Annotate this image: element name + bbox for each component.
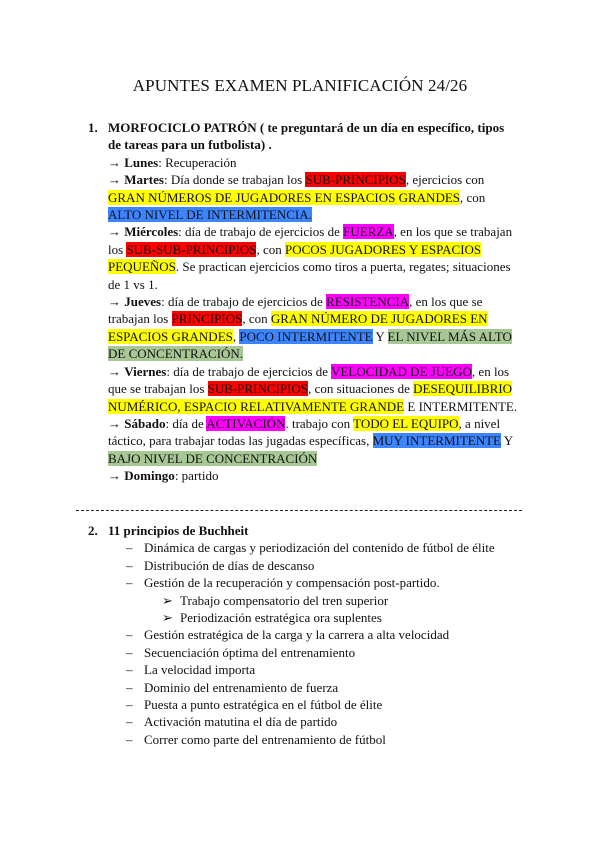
arrow-bullet-icon: ➢ (162, 592, 173, 608)
day-miercoles (108, 223, 520, 293)
arrow-icon: → (108, 172, 121, 188)
list-item (108, 731, 520, 748)
highlight-red: SUB-SUB-PRINCIPIOS (126, 241, 257, 257)
list-item (108, 661, 520, 678)
highlight-blue: MUY INTERMITENTE (372, 433, 501, 449)
dash-bullet-icon: – (126, 627, 133, 643)
day-label: Martes (124, 172, 164, 188)
dash-bullet-icon: – (126, 697, 133, 713)
dash-bullet-icon: – (126, 575, 133, 591)
section-divider (76, 510, 522, 511)
list-item-text: Correr como parte del entrenamiento de fútbol (144, 731, 386, 747)
highlight-blue: POCO INTERMITENTE (239, 328, 373, 344)
day-text: : Día donde se trabajan los (163, 172, 306, 188)
day-text: , ejercicios con (405, 172, 485, 188)
highlight-blue: ALTO NIVEL DE INTERMITENCIA. (108, 207, 312, 223)
highlight-magenta: RESISTENCIA (326, 294, 410, 310)
dash-bullet-icon: – (126, 731, 133, 747)
list-item-text: Distribución de días de descanso (144, 557, 315, 573)
day-lunes (108, 154, 520, 171)
day-text: : partido (174, 468, 219, 484)
principles-list (108, 539, 520, 748)
dash-bullet-icon: – (126, 644, 133, 660)
list-item-text: Puesta a punto estratégica en el fútbol de élite (144, 697, 383, 713)
list-item-text: Gestión estratégica de la carga y la carrera a alta velocidad (144, 627, 450, 643)
day-text: : Recuperación (158, 154, 237, 170)
highlight-red: PRINCIPIOS (171, 311, 243, 327)
day-sabado (108, 415, 520, 467)
day-text: : día de (165, 415, 207, 431)
day-domingo (108, 467, 520, 484)
list-item-text: Secuenciación óptima del entrenamiento (144, 644, 356, 660)
arrow-icon: → (108, 415, 121, 431)
list-item (108, 626, 520, 643)
day-label: Viernes (124, 363, 167, 379)
highlight-green: BAJO NIVEL DE CONCENTRACIÓN (108, 450, 318, 466)
arrow-icon: → (108, 224, 121, 240)
highlight-yellow: POCOS JUGADORES Y ESPACIOS PEQUEÑOS (108, 241, 482, 275)
day-label: Sábado (124, 415, 166, 431)
arrow-icon: → (108, 468, 121, 484)
day-text: , con (242, 311, 271, 327)
day-text: Y (501, 433, 513, 449)
day-text: E INTERMITENTE. (404, 398, 518, 414)
day-text: : día de trabajo de ejercicios de (178, 224, 344, 240)
arrow-bullet-icon: ➢ (162, 610, 173, 626)
list-item (108, 539, 520, 556)
day-text: Y (372, 328, 388, 344)
day-text: , con (256, 241, 285, 257)
list-item (108, 679, 520, 696)
highlight-green: EL NIVEL MÁS ALTO DE CONCENTRACIÓN. (108, 328, 512, 362)
list-item (108, 696, 520, 713)
highlight-magenta: VELOCIDAD DE JUEGO (331, 363, 472, 379)
day-text: , (232, 328, 240, 344)
section-buchheit (88, 522, 520, 748)
dash-bullet-icon: – (126, 714, 133, 730)
highlight-red: SUB-PRINCIPIOS (305, 172, 406, 188)
day-text: , con situaciones de (308, 381, 414, 397)
arrow-icon: → (108, 294, 121, 310)
day-text: : día de trabajo de ejercicios de (161, 294, 327, 310)
day-martes (108, 171, 520, 223)
highlight-yellow: TODO EL EQUIPO (353, 415, 459, 431)
sub-list-item (108, 592, 520, 609)
day-label: Miércoles (124, 224, 179, 240)
highlight-yellow: GRAN NÚMERO DE JUGADORES EN ESPACIOS GRANDES (108, 311, 488, 344)
day-label: Lunes (124, 154, 159, 170)
sub-list-item-text: Trabajo compensatorio del tren superior (180, 592, 389, 608)
section-number: 1. (88, 120, 98, 135)
day-text: . Se practican ejercicios como tiros a puerta, regates; situaciones de 1 vs 1. (108, 259, 511, 292)
dash-bullet-icon: – (126, 557, 133, 573)
day-text: , en los que se trabajan los (108, 294, 483, 327)
section-morfociclo (88, 119, 520, 485)
day-text: , con (460, 189, 486, 205)
highlight-magenta: ACTIVACIÓN (206, 415, 286, 431)
day-label: Domingo (124, 468, 175, 484)
document-title: APUNTES EXAMEN PLANIFICACIÓN 24/26 (132, 76, 468, 95)
list-item-text: La velocidad importa (144, 662, 256, 678)
arrow-icon: → (108, 154, 121, 170)
list-item-text: Dinámica de cargas y periodización del contenido de fútbol de élite (144, 540, 495, 556)
day-text: , a nivel táctico, para trabajar todas las jugadas específicas, (108, 415, 501, 449)
section-number: 2. (88, 523, 98, 538)
list-item (108, 713, 520, 730)
sub-list-item (108, 609, 520, 626)
highlight-magenta: FUERZA (343, 224, 394, 240)
dash-bullet-icon: – (126, 679, 133, 695)
list-item (108, 574, 520, 591)
day-text: , en los que se trabajan los (108, 224, 513, 257)
highlight-red: SUB-PRINCIPIOS (207, 381, 309, 397)
dash-bullet-icon: – (126, 662, 133, 678)
day-jueves (108, 293, 520, 363)
section-heading: MORFOCICLO PATRÓN ( te preguntará de un día en específico, tipos de tareas para un futbolista) . (108, 120, 505, 153)
sub-list-item-text: Periodización estratégica ora suplentes (180, 610, 382, 626)
section-heading: 11 principios de Buchheit (108, 523, 249, 538)
list-item (108, 557, 520, 574)
list-item-text: Gestión de la recuperación y compensación post-partido. (144, 575, 440, 591)
day-text: , en los que se trabajan los (108, 363, 510, 397)
arrow-icon: → (108, 363, 121, 379)
day-label: Jueves (124, 294, 162, 310)
day-viernes (108, 363, 520, 415)
day-text: : día de trabajo de ejercicios de (166, 363, 332, 379)
list-item-text: Activación matutina el día de partido (144, 714, 338, 730)
list-item (108, 644, 520, 661)
day-text: . trabajo con (285, 415, 354, 431)
dash-bullet-icon: – (126, 540, 133, 556)
list-item-text: Dominio del entrenamiento de fuerza (144, 679, 339, 695)
highlight-yellow: DESEQUILIBRIO NUMÉRICO, ESPACIO RELATIVAMENTE GRANDE (108, 381, 513, 414)
highlight-yellow: GRAN NÚMEROS DE JUGADORES EN ESPACIOS GRANDES (108, 189, 461, 205)
